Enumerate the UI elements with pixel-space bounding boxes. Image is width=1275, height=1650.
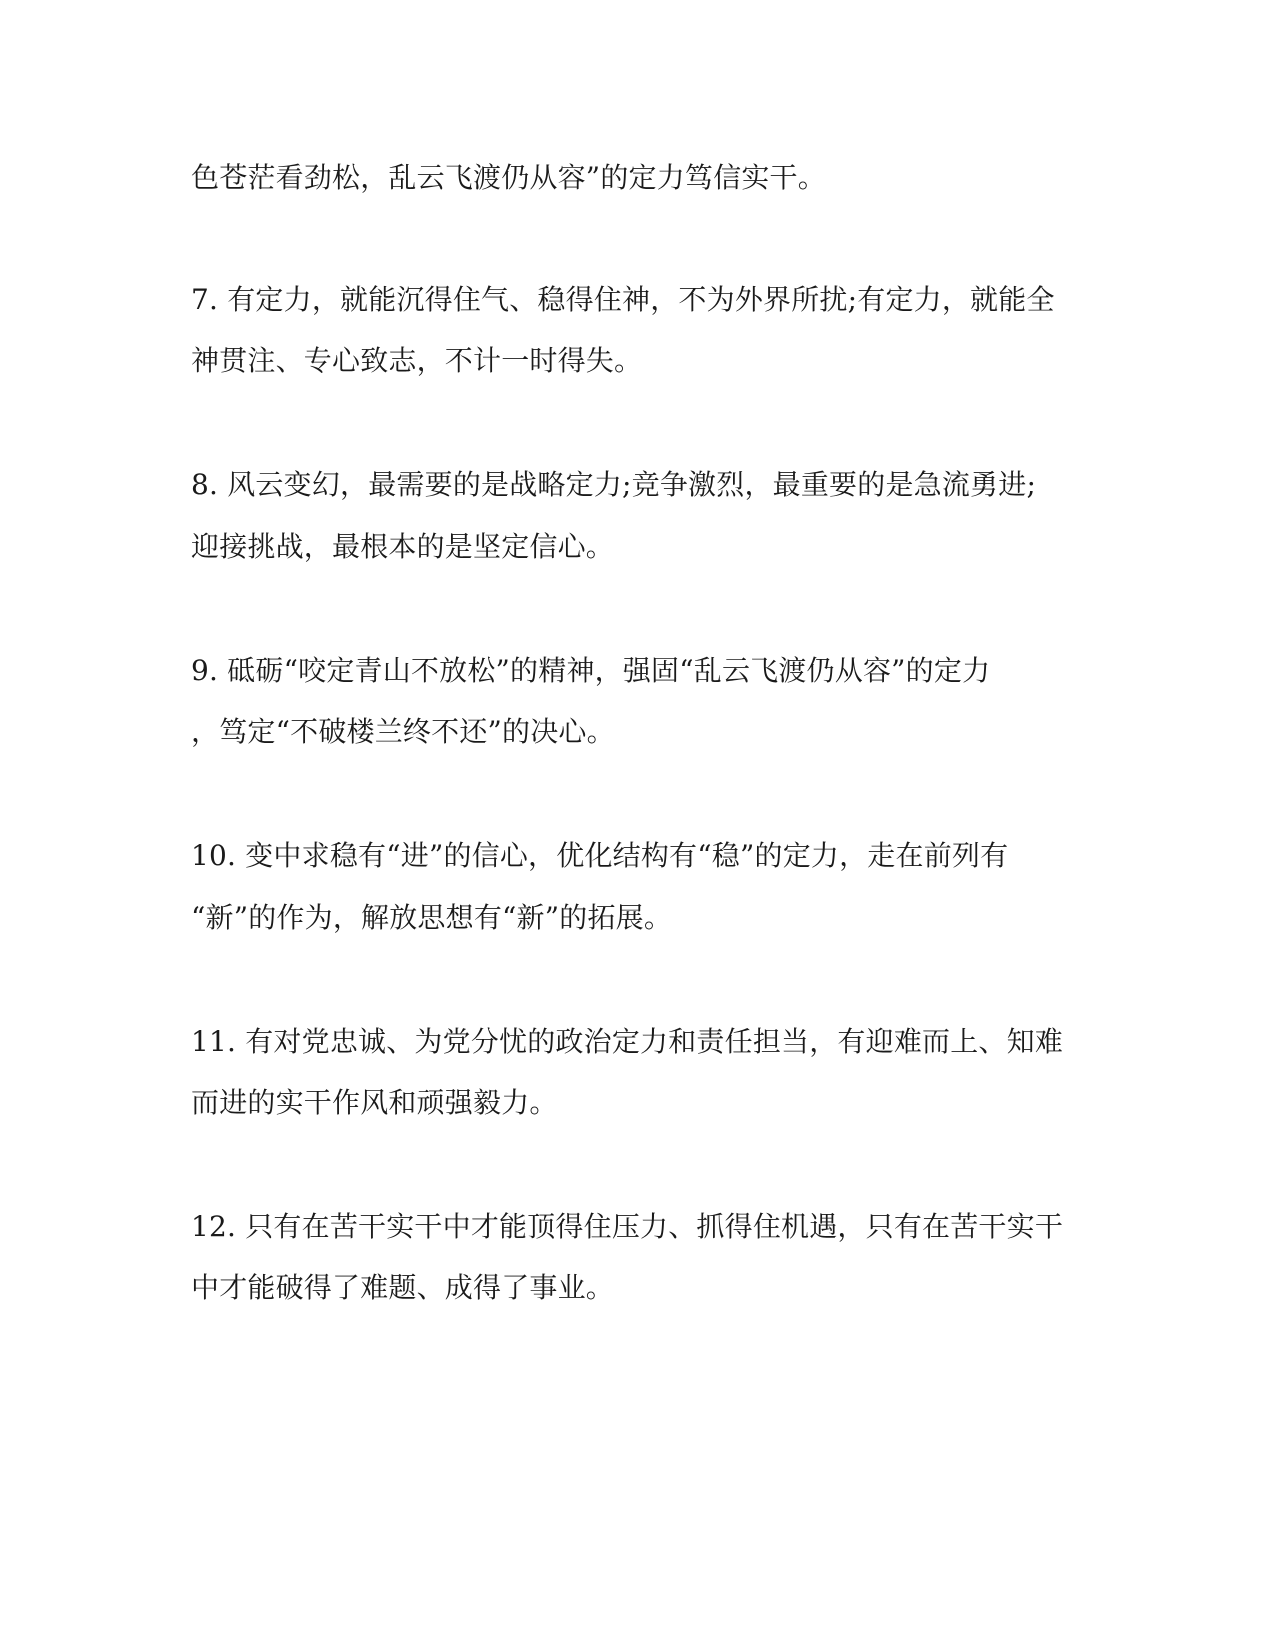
text-line-item-12-a: 12. 只有在苦干实干中才能顶得住压力、抓得住机遇，只有在苦干实干 [191, 1210, 1064, 1243]
text-line-item-12-b: 中才能破得了难题、成得了事业。 [191, 1271, 615, 1304]
text-line-item-8-a: 8. 风云变幻，最需要的是战略定力;竞争激烈，最重要的是急流勇进; [191, 468, 1037, 501]
text-line-item-11-a: 11. 有对党忠诚、为党分忧的政治定力和责任担当，有迎难而上、知难 [191, 1025, 1064, 1058]
text-line-item-11-b: 而进的实干作风和顽强毅力。 [191, 1086, 558, 1119]
text-line-item-8-b: 迎接挑战，最根本的是坚定信心。 [191, 530, 615, 563]
text-line-item-10-a: 10. 变中求稳有“进”的信心，优化结构有“稳”的定力，走在前列有 [191, 839, 1009, 872]
text-line-item-7-b: 神贯注、专心致志，不计一时得失。 [191, 344, 643, 377]
text-line-item-7-a: 7. 有定力，就能沉得住气、稳得住神，不为外界所扰;有定力，就能全 [191, 283, 1055, 316]
text-line-item-10-b: “新”的作为，解放思想有“新”的拓展。 [191, 901, 673, 934]
text-line-item-9-a: 9. 砥砺“咬定青山不放松”的精神，强固“乱云飞渡仍从容”的定力 [191, 654, 991, 687]
text-line-continuation: 色苍茫看劲松，乱云飞渡仍从容”的定力笃信实干。 [191, 161, 826, 194]
text-line-item-9-b: ，笃定“不破楼兰终不还”的决心。 [191, 715, 615, 748]
